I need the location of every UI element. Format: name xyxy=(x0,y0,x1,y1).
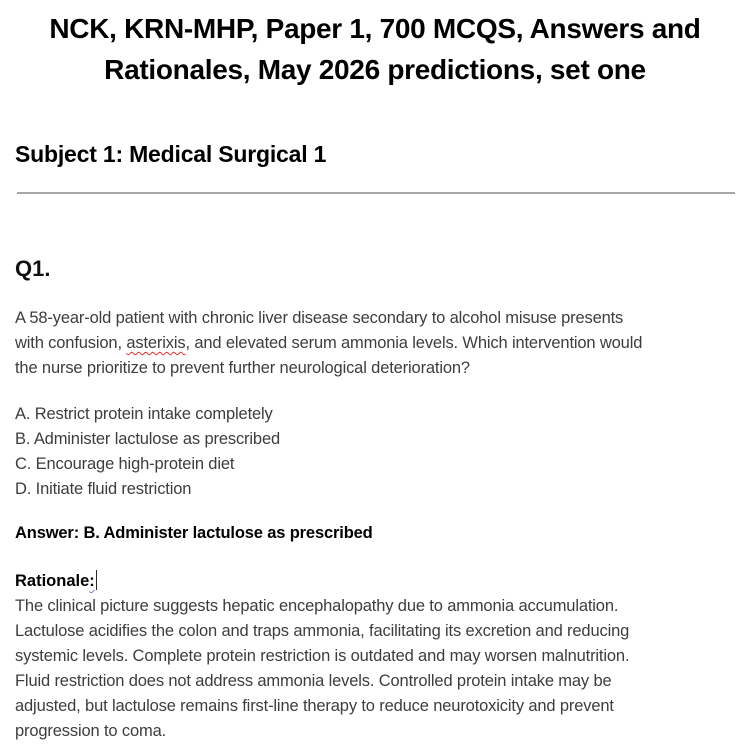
rationale-line: progression to coma. xyxy=(15,722,167,740)
rationale-line: The clinical picture suggests hepatic encephalopathy due to ammonia accumulation. xyxy=(15,597,619,615)
answer-text: Answer: B. Administer lactulose as prescribed xyxy=(15,524,373,542)
document-title-line2: Rationales, May 2026 predictions, set one xyxy=(104,54,646,85)
question-stem-line: with confusion, asterixis, and elevated serum ammonia levels. Which intervention would xyxy=(15,334,643,352)
option-a: A. Restrict protein intake completely xyxy=(15,405,273,423)
question-stem-line: the nurse prioritize to prevent further neurological deterioration? xyxy=(15,359,470,377)
text-cursor xyxy=(96,570,98,590)
option-b: B. Administer lactulose as prescribed xyxy=(15,430,280,448)
option-d: D. Initiate fluid restriction xyxy=(15,480,192,498)
rationale-line: systemic levels. Complete protein restriction is outdated and may worsen malnutrition. xyxy=(15,647,630,665)
document-title-line1: NCK, KRN-MHP, Paper 1, 700 MCQS, Answers and xyxy=(49,13,701,44)
document-title xyxy=(15,8,735,90)
question-stem-line: A 58-year-old patient with chronic liver disease secondary to alcohol misuse presents xyxy=(15,309,624,327)
options-list xyxy=(15,402,735,502)
rationale-line: adjusted, but lactulose remains first-line therapy to reduce neurotoxicity and prevent xyxy=(15,697,614,715)
question-label: Q1. xyxy=(15,256,51,281)
rationale-heading: Rationale: xyxy=(15,569,735,594)
rationale-paragraph xyxy=(15,594,735,744)
rationale-line: Lactulose acidifies the colon and traps ammonia, facilitating its excretion and reducing xyxy=(15,622,630,640)
rationale-line: Fluid restriction does not address ammonia levels. Controlled protein intake may be xyxy=(15,672,612,690)
section-divider xyxy=(17,192,735,194)
option-c: C. Encourage high-protein diet xyxy=(15,455,235,473)
misspelled-word: asterixis xyxy=(126,334,186,352)
grammar-squiggle-colon: : xyxy=(89,572,95,590)
question-stem xyxy=(15,306,735,381)
subject-heading: Subject 1: Medical Surgical 1 xyxy=(15,141,327,167)
